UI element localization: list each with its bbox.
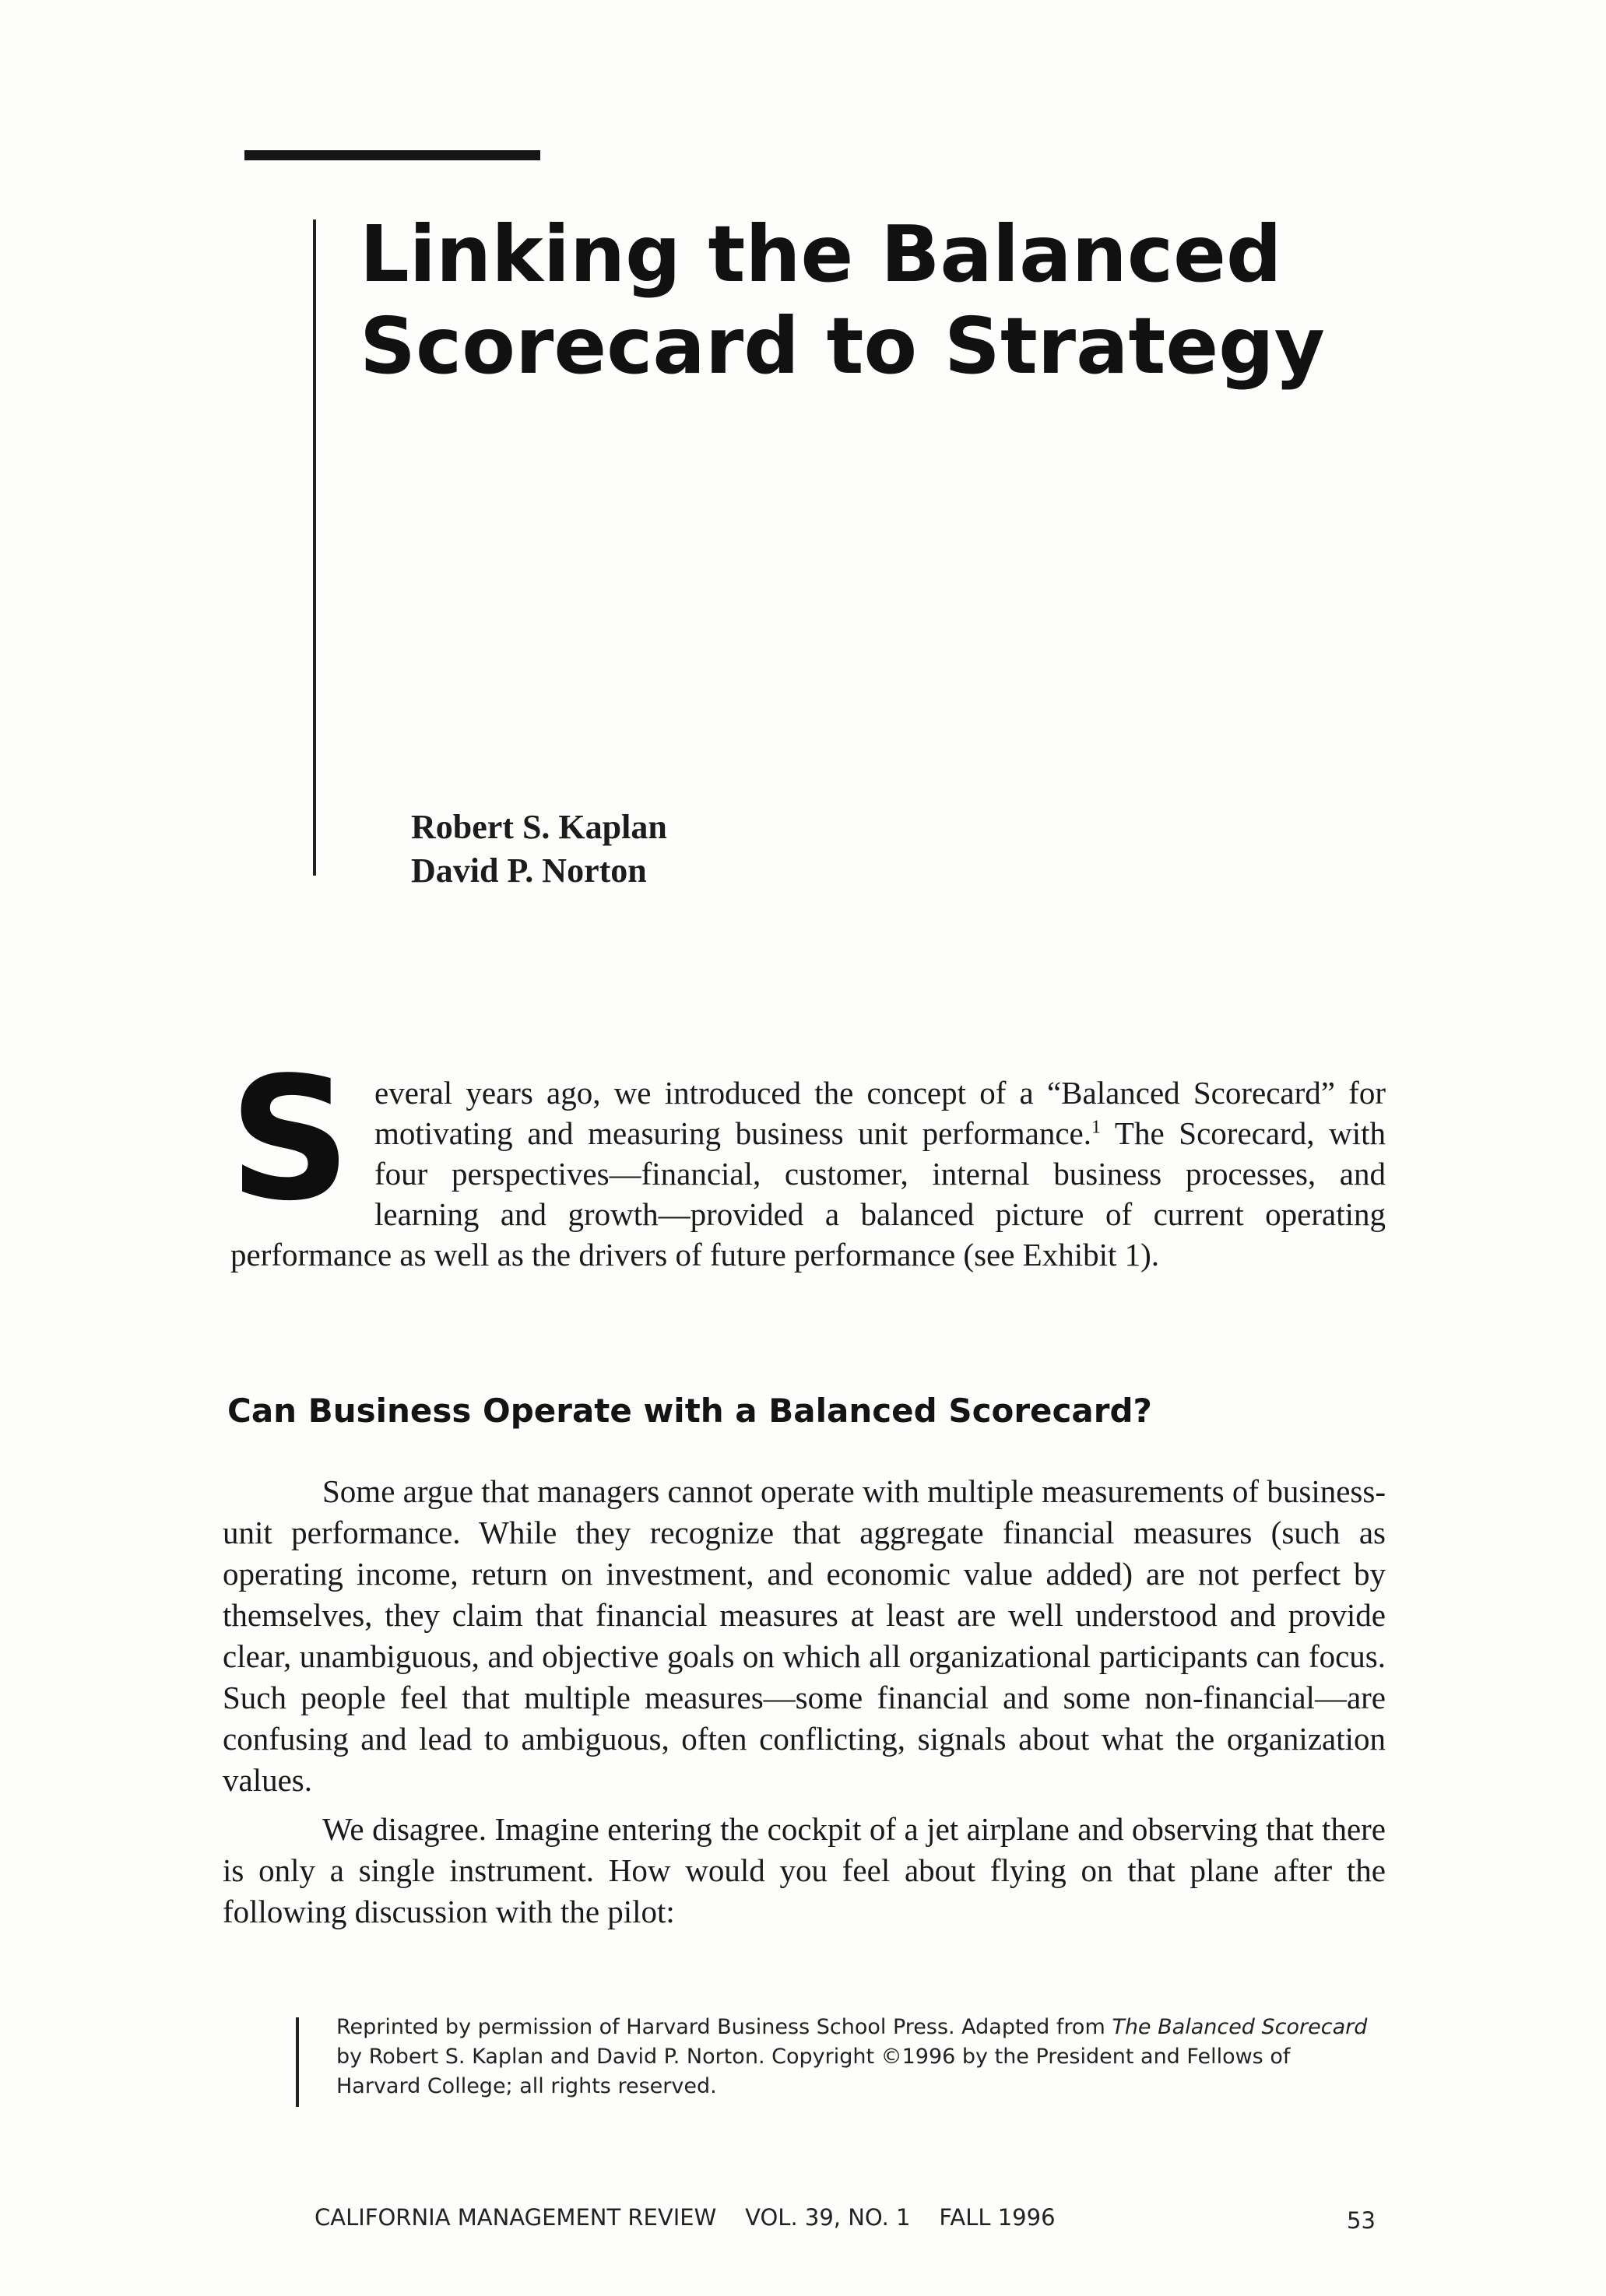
page-number: 53: [1347, 2207, 1376, 2234]
reprint-note-text-continued: by Robert S. Kaplan and David P. Norton. Copyright ©1996 by the President and Fellows of Harvard College; all rights reserved.: [336, 2045, 1291, 2098]
author-name: Robert S. Kaplan: [411, 808, 667, 846]
journal-name: CALIFORNIA MANAGEMENT REVIEW: [315, 2204, 717, 2231]
reprint-note-text: Reprinted by permission of Harvard Business School Press. Adapted from: [336, 2015, 1112, 2039]
intro-paragraph: [229, 1041, 1386, 1275]
drop-cap: S: [229, 1041, 352, 1238]
article-title: [360, 209, 1372, 392]
book-title: The Balanced Scorecard: [1112, 2015, 1368, 2039]
body-paragraph: Some argue that managers cannot operate with multiple measurements of business-unit performance. While they recognize that aggregate financial measures (such as operating income, return on investment, and economic value added) are not perfect by themselves, they claim that financial measures at least are well understood and provide clear, unambiguous, and objective goals on which all organizational participants can focus. Such people feel that multiple measures—some financial and some non-financial—are confusing and lead to ambiguous, often conflicting, signals about what the organization values.: [223, 1473, 1386, 1798]
reprint-note-rule: [296, 2017, 299, 2107]
intro-text-continued: The Scorecard, with four perspectives—financial, customer, internal business processes, and learning and growth—provided a balanced picture of current operating performance as well as the drivers of future performance (see Exhibit 1).: [230, 1115, 1386, 1273]
body-paragraph: We disagree. Imagine entering the cockpit of a jet airplane and observing that there is only a single instrument. How would you feel about flying on that plane after the following discussion with the pilot:: [223, 1811, 1386, 1929]
author-list: [411, 806, 667, 893]
journal-issue: FALL 1996: [939, 2204, 1056, 2231]
author-name: David P. Norton: [411, 851, 647, 890]
reprint-note: [336, 2013, 1379, 2101]
top-decorative-rule: [244, 150, 540, 160]
article-title-line-2: Scorecard to Strategy: [360, 300, 1325, 391]
title-vertical-rule: [313, 219, 316, 876]
intro-text: everal years ago, we introduced the concept of a “Balanced Scorecard” for motivating and measuring business unit performance.: [374, 1075, 1386, 1151]
journal-footer: [315, 2204, 1056, 2231]
footnote-marker: 1: [1091, 1117, 1102, 1138]
article-title-line-1: Linking the Balanced: [360, 209, 1282, 300]
journal-volume: VOL. 39, NO. 1: [745, 2204, 911, 2231]
section-heading: Can Business Operate with a Balanced Scorecard?: [227, 1392, 1152, 1430]
body-text: [223, 1471, 1386, 1940]
